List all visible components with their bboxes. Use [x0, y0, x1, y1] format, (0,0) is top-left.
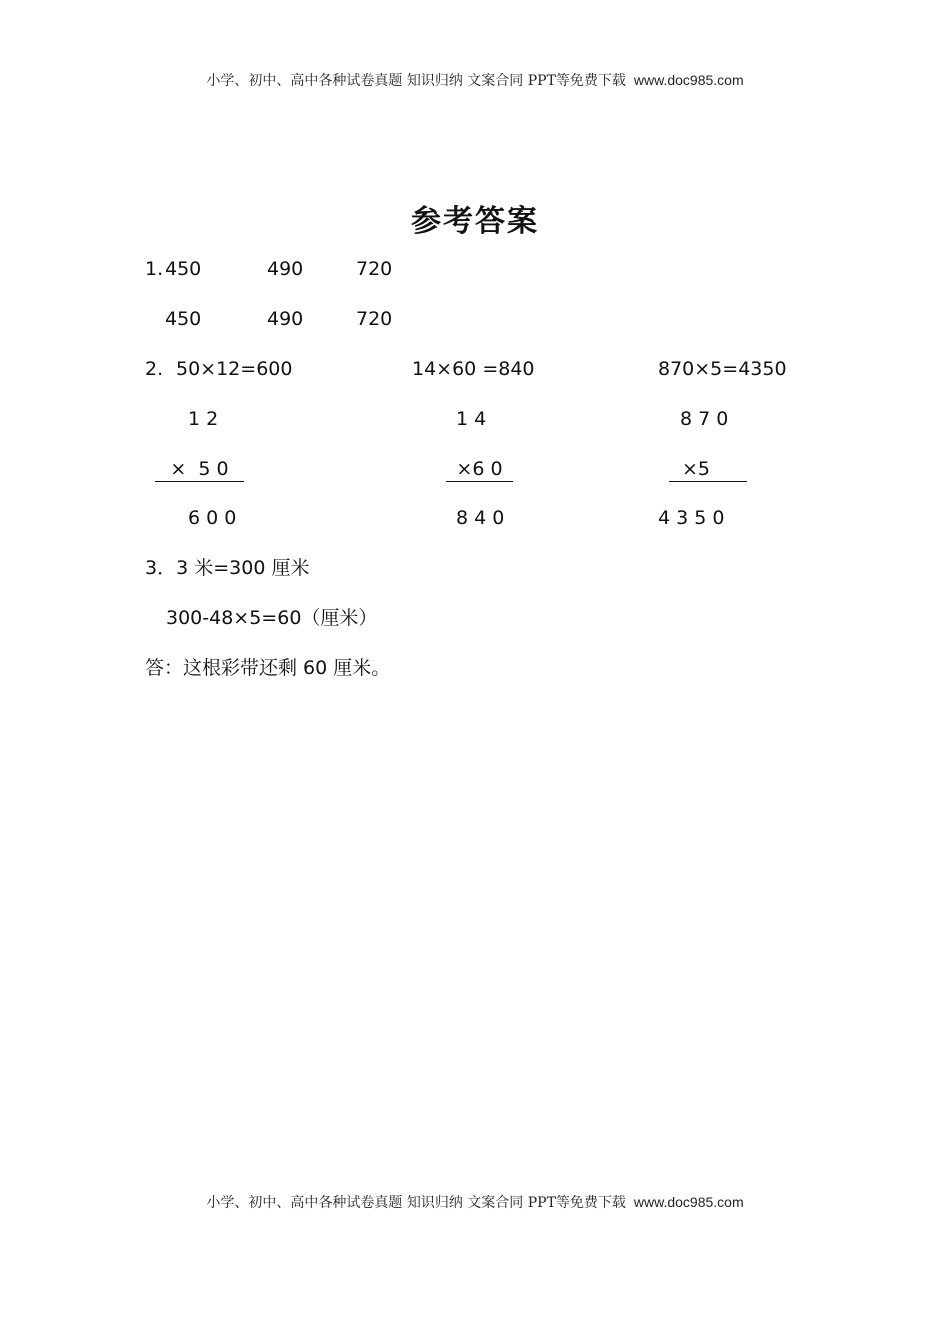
q2-v3-top: 8 7 0 — [680, 408, 729, 430]
page-title: 参考答案 — [411, 204, 539, 239]
page-header — [0, 70, 950, 90]
header-url[interactable]: www.doc985.com — [633, 72, 744, 88]
q2-v2-mult: ×6 0 — [446, 457, 513, 482]
q2-v1-mult: × 5 0 — [155, 457, 244, 482]
footer-url[interactable]: www.doc985.com — [633, 1194, 744, 1210]
q1-r1-b: 490 — [267, 258, 304, 280]
q2-label: 2. — [145, 358, 164, 380]
q1-r2-b: 490 — [267, 308, 304, 330]
q3-answer: 答：这根彩带还剩 60 厘米。 — [145, 657, 391, 679]
q1-r1-c: 720 — [356, 258, 393, 280]
q3-line1: 3．3 米=300 厘米 — [145, 557, 310, 579]
q1-label: 1. — [145, 258, 164, 280]
footer-text: 小学、初中、高中各种试卷真题 知识归纳 文案合同 PPT等免费下载 — [206, 1195, 626, 1211]
q2-v2-top: 1 4 — [456, 408, 487, 430]
page-footer — [0, 1192, 950, 1212]
q2-v3-mult: ×5 — [669, 457, 747, 482]
q2-eq2: 14×60 =840 — [412, 358, 535, 380]
q2-v3-result: 4 3 5 0 — [658, 507, 725, 529]
q2-v1-top: 1 2 — [188, 408, 219, 430]
q1-r2-a: 450 — [165, 308, 202, 330]
q3-line2: 300-48×5=60（厘米） — [166, 607, 378, 629]
q2-eq3: 870×5=4350 — [658, 358, 787, 380]
q2-eq1: 50×12=600 — [176, 358, 293, 380]
q2-v1-result: 6 0 0 — [188, 507, 237, 529]
q1-r2-c: 720 — [356, 308, 393, 330]
q2-v2-result: 8 4 0 — [456, 507, 505, 529]
header-text: 小学、初中、高中各种试卷真题 知识归纳 文案合同 PPT等免费下载 — [206, 73, 626, 89]
q1-r1-a: 450 — [165, 258, 202, 280]
